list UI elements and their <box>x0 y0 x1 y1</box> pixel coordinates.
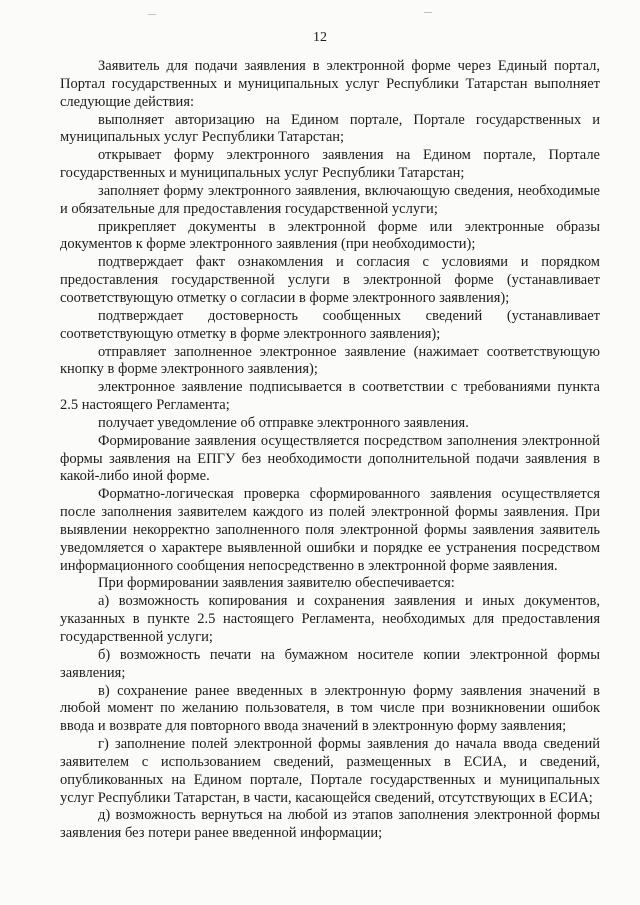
document-body <box>60 58 600 843</box>
paragraph-item-g: г) заполнение полей электронной формы заявления до начала ввода сведений заявителем с использованием сведений, размещенных в ЕСИА, и сведений, опубликованных на Едином портале, Портале государственных и муниципальных услуг Республики Татарстан, в части, касающейся сведений, отсутствующих в ЕСИА; <box>60 736 600 806</box>
paragraph-authorization: выполняет авторизацию на Едином портале, Портале государственных и муниципальных услуг Республики Татарстан; <box>60 111 600 146</box>
paragraph-attach-documents: прикрепляет документы в электронной форме или электронные образы документов к форме электронного заявления (при необходимости); <box>60 218 600 253</box>
paragraph-item-v: в) сохранение ранее введенных в электронную форму заявления значений в любой момент по желанию пользователя, в том числе при возникновении ошибок ввода и возврате для повторного ввода значений в электронную форму заявления; <box>60 682 600 735</box>
paragraph-validation: Форматно-логическая проверка сформированного заявления осуществляется после заполнения заявителем каждого из полей электронной формы заявления. При выявлении некорректно заполненного поля электронной формы заявления заявитель уведомляется о характере выявленной ошибки и порядке ее устранения посредством информационного сообщения непосредственно в электронной форме заявления. <box>60 486 600 574</box>
paragraph-provisions-intro: При формировании заявления заявителю обеспечивается: <box>98 575 455 592</box>
paragraph-notification: получает уведомление об отправке электронного заявления. <box>98 414 469 431</box>
paragraph-submit: отправляет заполненное электронное заявление (нажимает соответствующую кнопку в форме электронного заявления); <box>60 343 600 378</box>
paragraph-open-form: открывает форму электронного заявления на Едином портале, Портале государственных и муниципальных услуг Республики Татарстан; <box>60 147 600 182</box>
page-number: 12 <box>313 30 327 45</box>
paragraph-fill-form: заполняет форму электронного заявления, включающую сведения, необходимые и обязательные для предоставления государственной услуги; <box>60 182 600 217</box>
paragraph-signature: электронное заявление подписывается в соответствии с требованиями пункта 2.5 настоящего Регламента; <box>60 379 600 414</box>
paragraph-item-d: д) возможность вернуться на любой из этапов заполнения электронной формы заявления без потери ранее введенной информации; <box>60 807 600 842</box>
paragraph-item-a: а) возможность копирования и сохранения заявления и иных документов, указанных в пункте 2.5 настоящего Регламента, необходимых для предоставления государственной услуги; <box>60 593 600 645</box>
paragraph-confirm-accuracy: подтверждает достоверность сообщенных сведений (устанавливает соответствующую отметку в форме электронного заявления); <box>60 307 600 342</box>
scan-mark-right <box>424 12 432 13</box>
paragraph-intro: Заявитель для подачи заявления в электронной форме через Единый портал, Портал государственных и муниципальных услуг Республики Татарстан выполняет следующие действия: <box>60 58 600 110</box>
paragraph-formation: Формирование заявления осуществляется посредством заполнения электронной формы заявления на ЕПГУ без необходимости дополнительной подачи заявления в какой-либо иной форме. <box>60 432 600 485</box>
scan-mark-left <box>148 14 156 15</box>
paragraph-item-b: б) возможность печати на бумажном носителе копии электронной формы заявления; <box>60 646 600 681</box>
paragraph-confirm-consent: подтверждает факт ознакомления и согласия с условиями и порядком предоставления государственной услуги в электронной форме (устанавливает соответствующую отметку о согласии в форме электронного заявления); <box>60 254 600 306</box>
